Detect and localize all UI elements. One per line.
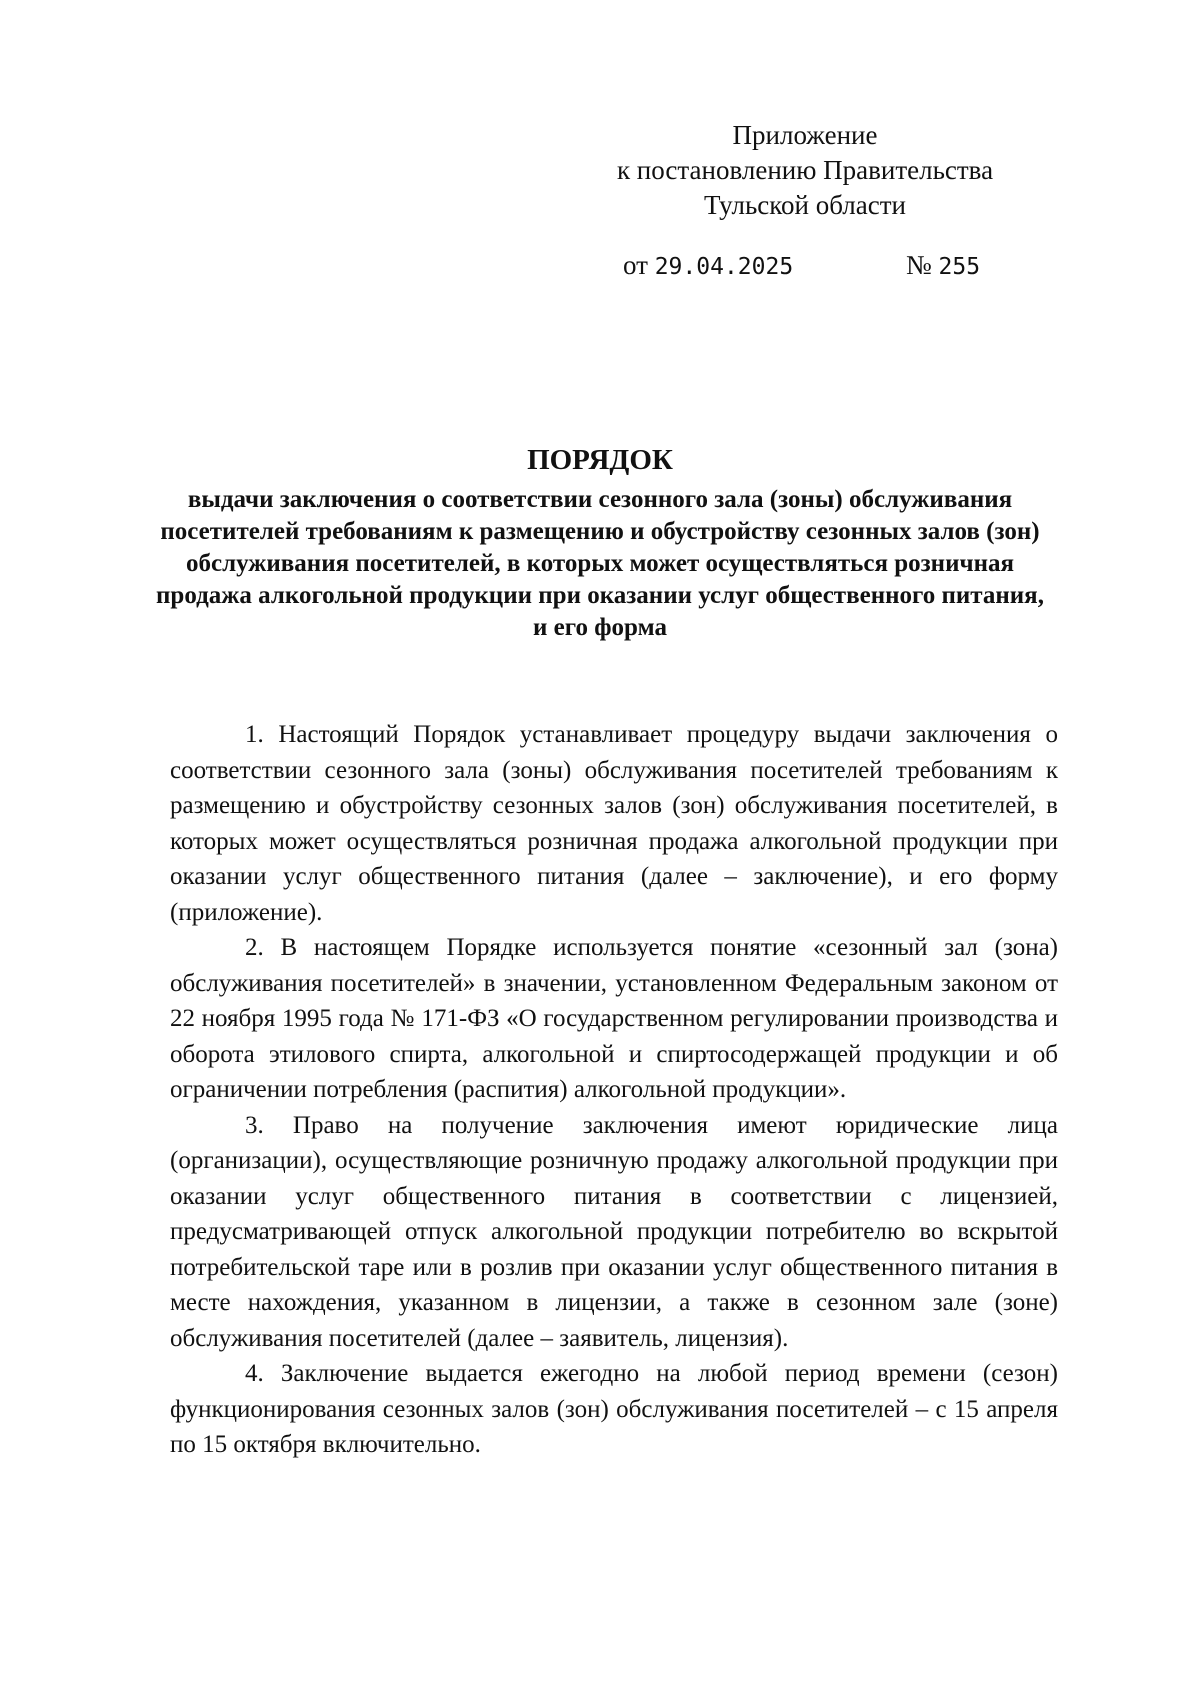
resolution-date: [623, 250, 793, 281]
paragraph-2: 2. В настоящем Порядке используется понятие «сезонный зал (зона) обслуживания посетителей» в значении, установленном Федеральным законом от 22 ноября 1995 года № 171-ФЗ «О государственном регулировании производства и оборота этилового спирта, алкогольной и спиртосодержащей продукции и об ограничении потребления (распития) алкогольной продукции».: [170, 934, 1058, 1103]
appendix-line-1: Приложение: [732, 120, 878, 150]
document-body: [170, 717, 1058, 1463]
paragraph-1: 1. Настоящий Порядок устанавливает процедуру выдачи заключения о соответствии сезонного зала (зоны) обслуживания посетителей требованиям к размещению и обустройству сезонных залов (зон) обслуживания посетителей, в которых может осуществляться розничная продажа алкогольной продукции при оказании услуг общественного питания (далее – заключение), и его форму (приложение).: [170, 721, 1058, 926]
title-main: ПОРЯДОК: [527, 444, 673, 476]
document-title: [150, 440, 1050, 644]
appendix-line-2: к постановлению Правительства: [616, 155, 994, 185]
number-value: 255: [938, 254, 981, 280]
paragraph-4: 4. Заключение выдается ежегодно на любой период времени (сезон) функционирования сезонных залов (зон) обслуживания посетителей – с 15 апреля по 15 октября включительно.: [170, 1360, 1058, 1458]
date-value: 29.04.2025: [654, 254, 794, 280]
title-subtitle: выдачи заключения о соответствии сезонного зала (зоны) обслуживания посетителей требованиям к размещению и обустройству сезонных залов (зон) обслуживания посетителей, в которых может осуществляться розничная продажа алкогольной продукции при оказании услуг общественного питания, и его форма: [156, 486, 1044, 641]
resolution-number: [906, 250, 980, 281]
appendix-line-3: Тульской области: [704, 190, 906, 220]
date-prefix: от: [623, 250, 648, 280]
appendix-block: [560, 118, 1050, 223]
paragraph-3: 3. Право на получение заключения имеют юридические лица (организации), осуществляющие розничную продажу алкогольной продукции при оказании услуг общественного питания в соответствии с лицензией, предусматривающей отпуск алкогольной продукции потребителю во вскрытой потребительской таре или в розлив при оказании услуг общественного питания в месте нахождения, указанном в лицензии, а также в сезонном зале (зоне) обслуживания посетителей (далее – заявитель, лицензия).: [170, 1111, 1058, 1352]
number-prefix: №: [906, 250, 932, 280]
